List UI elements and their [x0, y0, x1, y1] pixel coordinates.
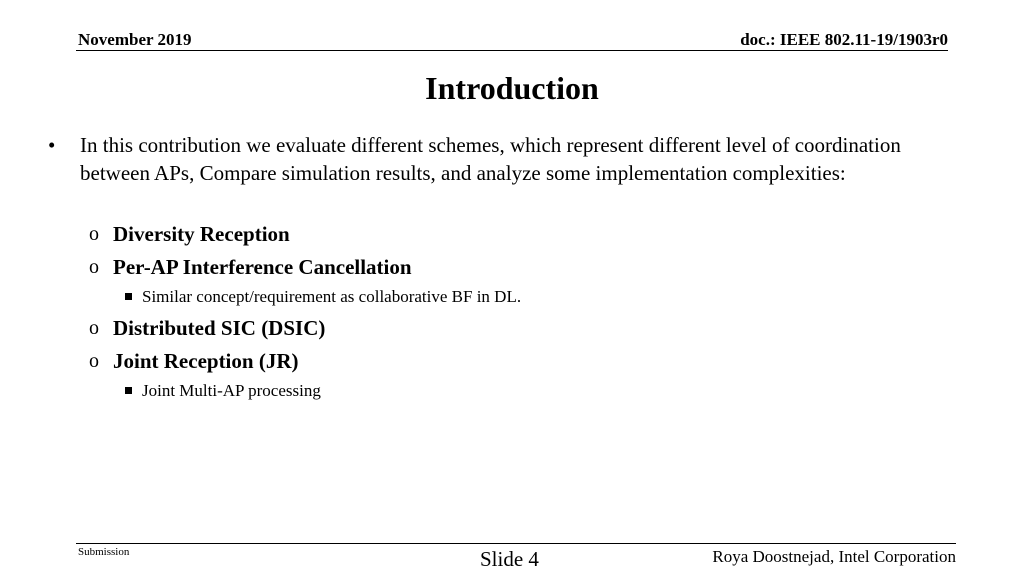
footer-author: Roya Doostnejad, Intel Corporation: [712, 547, 956, 566]
header-doc-id: doc.: IEEE 802.11-19/1903r0: [740, 30, 948, 49]
scheme-diversity-reception: Diversity Reception: [113, 222, 290, 246]
header-divider: [76, 50, 948, 51]
bullet-marker: •: [48, 133, 56, 157]
scheme-jr-note: Joint Multi-AP processing: [142, 381, 321, 400]
slide-title: Introduction: [425, 70, 599, 106]
scheme-dsic: Distributed SIC (DSIC): [113, 316, 326, 340]
footer-divider: [76, 543, 956, 544]
square-bullet-marker: [125, 293, 132, 300]
scheme-per-ap-ic: Per-AP Interference Cancellation: [113, 255, 412, 279]
footer-submission: Submission: [78, 546, 130, 558]
sub-bullet-marker: o: [89, 350, 99, 372]
main-bullet-text: In this contribution we evaluate different schemes, which represent different level of coordination between APs, Compare simulation results, and analyze some implementation complexities:: [80, 133, 901, 185]
slide-number: Slide 4: [480, 547, 539, 571]
sub-bullet-marker: o: [89, 223, 99, 245]
sub-bullet-marker: o: [89, 317, 99, 339]
header-date: November 2019: [78, 30, 192, 49]
scheme-per-ap-ic-note: Similar concept/requirement as collaborative BF in DL.: [142, 287, 522, 306]
scheme-joint-reception: Joint Reception (JR): [113, 349, 299, 373]
square-bullet-marker: [125, 387, 132, 394]
sub-bullet-marker: o: [89, 256, 99, 278]
